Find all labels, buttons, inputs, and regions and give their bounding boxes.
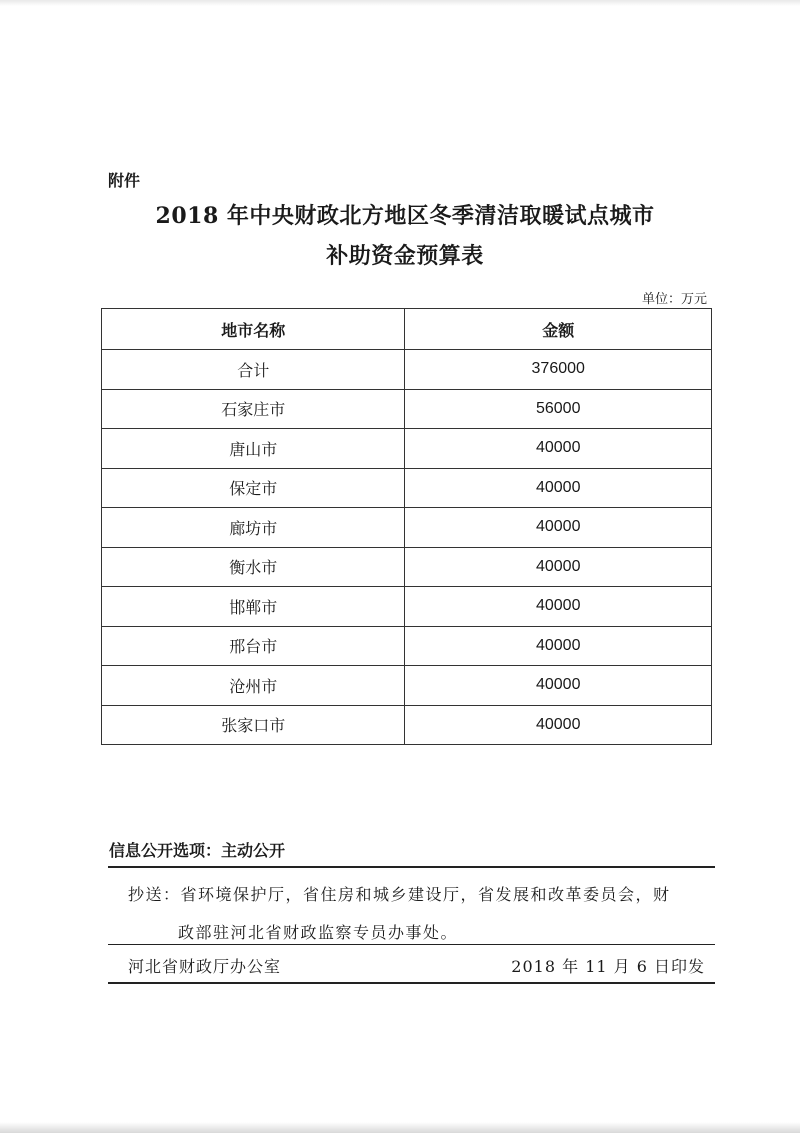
table-row	[102, 705, 712, 745]
city-name: 廊坊市	[102, 508, 405, 548]
amount: 56000	[405, 389, 712, 429]
table-row	[102, 468, 712, 508]
title-line-2: 补助资金预算表	[326, 243, 484, 269]
city-name: 沧州市	[102, 666, 405, 706]
table-row	[102, 587, 712, 627]
amount: 40000	[405, 429, 712, 469]
cc-list	[128, 876, 708, 952]
title-line-1: 2018 年中央财政北方地区冬季清洁取暖试点城市	[155, 203, 655, 229]
table-row	[102, 508, 712, 548]
table-row	[102, 429, 712, 469]
issue-date: 2018 年 11 月 6 日印发	[511, 957, 705, 976]
city-name: 衡水市	[102, 547, 405, 587]
attachment-label: 附件	[108, 171, 141, 190]
city-name: 合计	[102, 350, 405, 390]
amount: 40000	[405, 587, 712, 627]
divider-bottom	[108, 982, 715, 984]
cc-line-1: 抄送：省环境保护厅，省住房和城乡建设厅，省发展和改革委员会，财	[128, 885, 671, 904]
table-row-total	[102, 350, 712, 390]
amount: 40000	[405, 666, 712, 706]
divider-top	[108, 866, 715, 868]
amount: 376000	[405, 350, 712, 390]
table-row	[102, 547, 712, 587]
table-row	[102, 626, 712, 666]
city-name: 邢台市	[102, 626, 405, 666]
amount: 40000	[405, 547, 712, 587]
amount: 40000	[405, 508, 712, 548]
table-header-row	[102, 309, 712, 350]
issuing-office: 河北省财政厅办公室	[128, 957, 282, 976]
amount: 40000	[405, 626, 712, 666]
scan-edge-top	[0, 0, 800, 6]
header-amount: 金额	[405, 309, 712, 350]
city-name: 邯郸市	[102, 587, 405, 627]
amount: 40000	[405, 705, 712, 745]
cc-line-2: 政部驻河北省财政监察专员办事处。	[178, 923, 459, 942]
unit-note: 单位：万元	[641, 292, 707, 307]
city-name: 石家庄市	[102, 389, 405, 429]
table-row	[102, 666, 712, 706]
amount: 40000	[405, 468, 712, 508]
city-name: 唐山市	[102, 429, 405, 469]
header-city: 地市名称	[102, 309, 405, 350]
divider-middle	[108, 944, 715, 945]
city-name: 保定市	[102, 468, 405, 508]
budget-table	[101, 308, 712, 745]
scan-edge-bottom	[0, 1122, 800, 1133]
city-name: 张家口市	[102, 705, 405, 745]
table-row	[102, 389, 712, 429]
disclosure-option: 信息公开选项：主动公开	[109, 841, 286, 860]
document-title	[100, 196, 710, 276]
